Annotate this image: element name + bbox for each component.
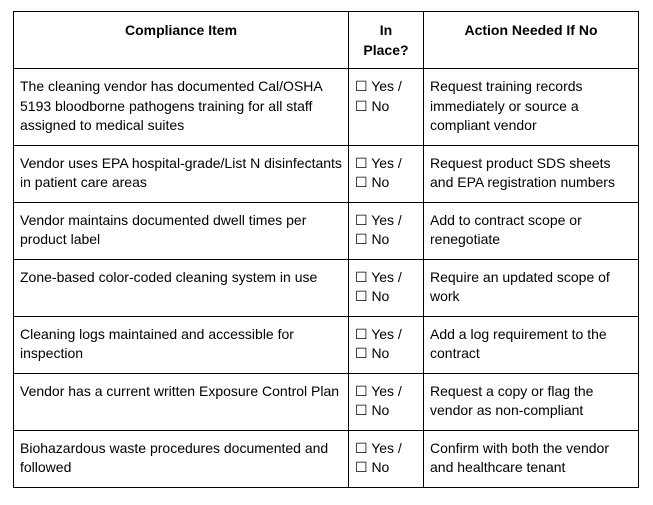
in-place-cell — [349, 259, 424, 316]
compliance-item-cell: Zone-based color-coded cleaning system in use — [14, 259, 349, 316]
no-checkbox[interactable]: ☐ No — [355, 402, 390, 418]
table-row — [14, 430, 639, 487]
action-needed-cell: Request a copy or flag the vendor as non-compliant — [424, 373, 639, 430]
compliance-item-cell: Vendor maintains documented dwell times per product label — [14, 202, 349, 259]
action-needed-cell: Confirm with both the vendor and healthcare tenant — [424, 430, 639, 487]
no-checkbox[interactable]: ☐ No — [355, 174, 390, 190]
table-header-row — [14, 12, 639, 69]
no-checkbox[interactable]: ☐ No — [355, 97, 390, 114]
header-in-place-line2: Place? — [363, 41, 409, 58]
yes-checkbox[interactable]: ☐ Yes / — [355, 154, 402, 171]
header-compliance-item: Compliance Item — [14, 12, 349, 69]
yes-checkbox[interactable]: ☐ Yes / — [355, 382, 402, 399]
compliance-item-cell: Biohazardous waste procedures documented and followed — [14, 430, 349, 487]
yes-checkbox[interactable]: ☐ Yes / — [355, 325, 402, 342]
yes-checkbox[interactable]: ☐ Yes / — [355, 439, 402, 456]
yes-checkbox[interactable]: ☐ Yes / — [355, 268, 402, 285]
in-place-cell — [349, 202, 424, 259]
in-place-cell — [349, 430, 424, 487]
compliance-checklist-table — [13, 11, 639, 488]
header-action-needed: Action Needed If No — [424, 12, 639, 69]
yes-checkbox[interactable]: ☐ Yes / — [355, 78, 402, 94]
compliance-item-cell: The cleaning vendor has documented Cal/OSHA 5193 bloodborne pathogens training for all staff assigned to medical suites — [14, 69, 349, 146]
in-place-cell — [349, 373, 424, 430]
compliance-item-cell: Vendor uses EPA hospital-grade/List N disinfectants in patient care areas — [14, 145, 349, 202]
table-row — [14, 202, 639, 259]
action-needed-cell: Request training records immediately or source a compliant vendor — [424, 69, 639, 146]
action-needed-cell: Add to contract scope or renegotiate — [424, 202, 639, 259]
in-place-cell — [349, 145, 424, 202]
in-place-cell — [349, 316, 424, 373]
table-row — [14, 145, 639, 202]
yes-checkbox[interactable]: ☐ Yes / — [355, 211, 402, 228]
header-in-place-line1: In — [379, 22, 393, 38]
table-row — [14, 259, 639, 316]
table-row — [14, 69, 639, 146]
no-checkbox[interactable]: ☐ No — [355, 231, 390, 247]
action-needed-cell: Add a log requirement to the contract — [424, 316, 639, 373]
in-place-cell — [349, 69, 424, 146]
no-checkbox[interactable]: ☐ No — [355, 288, 390, 304]
table-row — [14, 373, 639, 430]
action-needed-cell: Require an updated scope of work — [424, 259, 639, 316]
action-needed-cell: Request product SDS sheets and EPA registration numbers — [424, 145, 639, 202]
no-checkbox[interactable]: ☐ No — [355, 459, 390, 475]
header-in-place — [349, 12, 424, 69]
compliance-item-cell: Cleaning logs maintained and accessible for inspection — [14, 316, 349, 373]
table-row — [14, 316, 639, 373]
compliance-item-cell: Vendor has a current written Exposure Control Plan — [14, 373, 349, 430]
no-checkbox[interactable]: ☐ No — [355, 345, 390, 361]
